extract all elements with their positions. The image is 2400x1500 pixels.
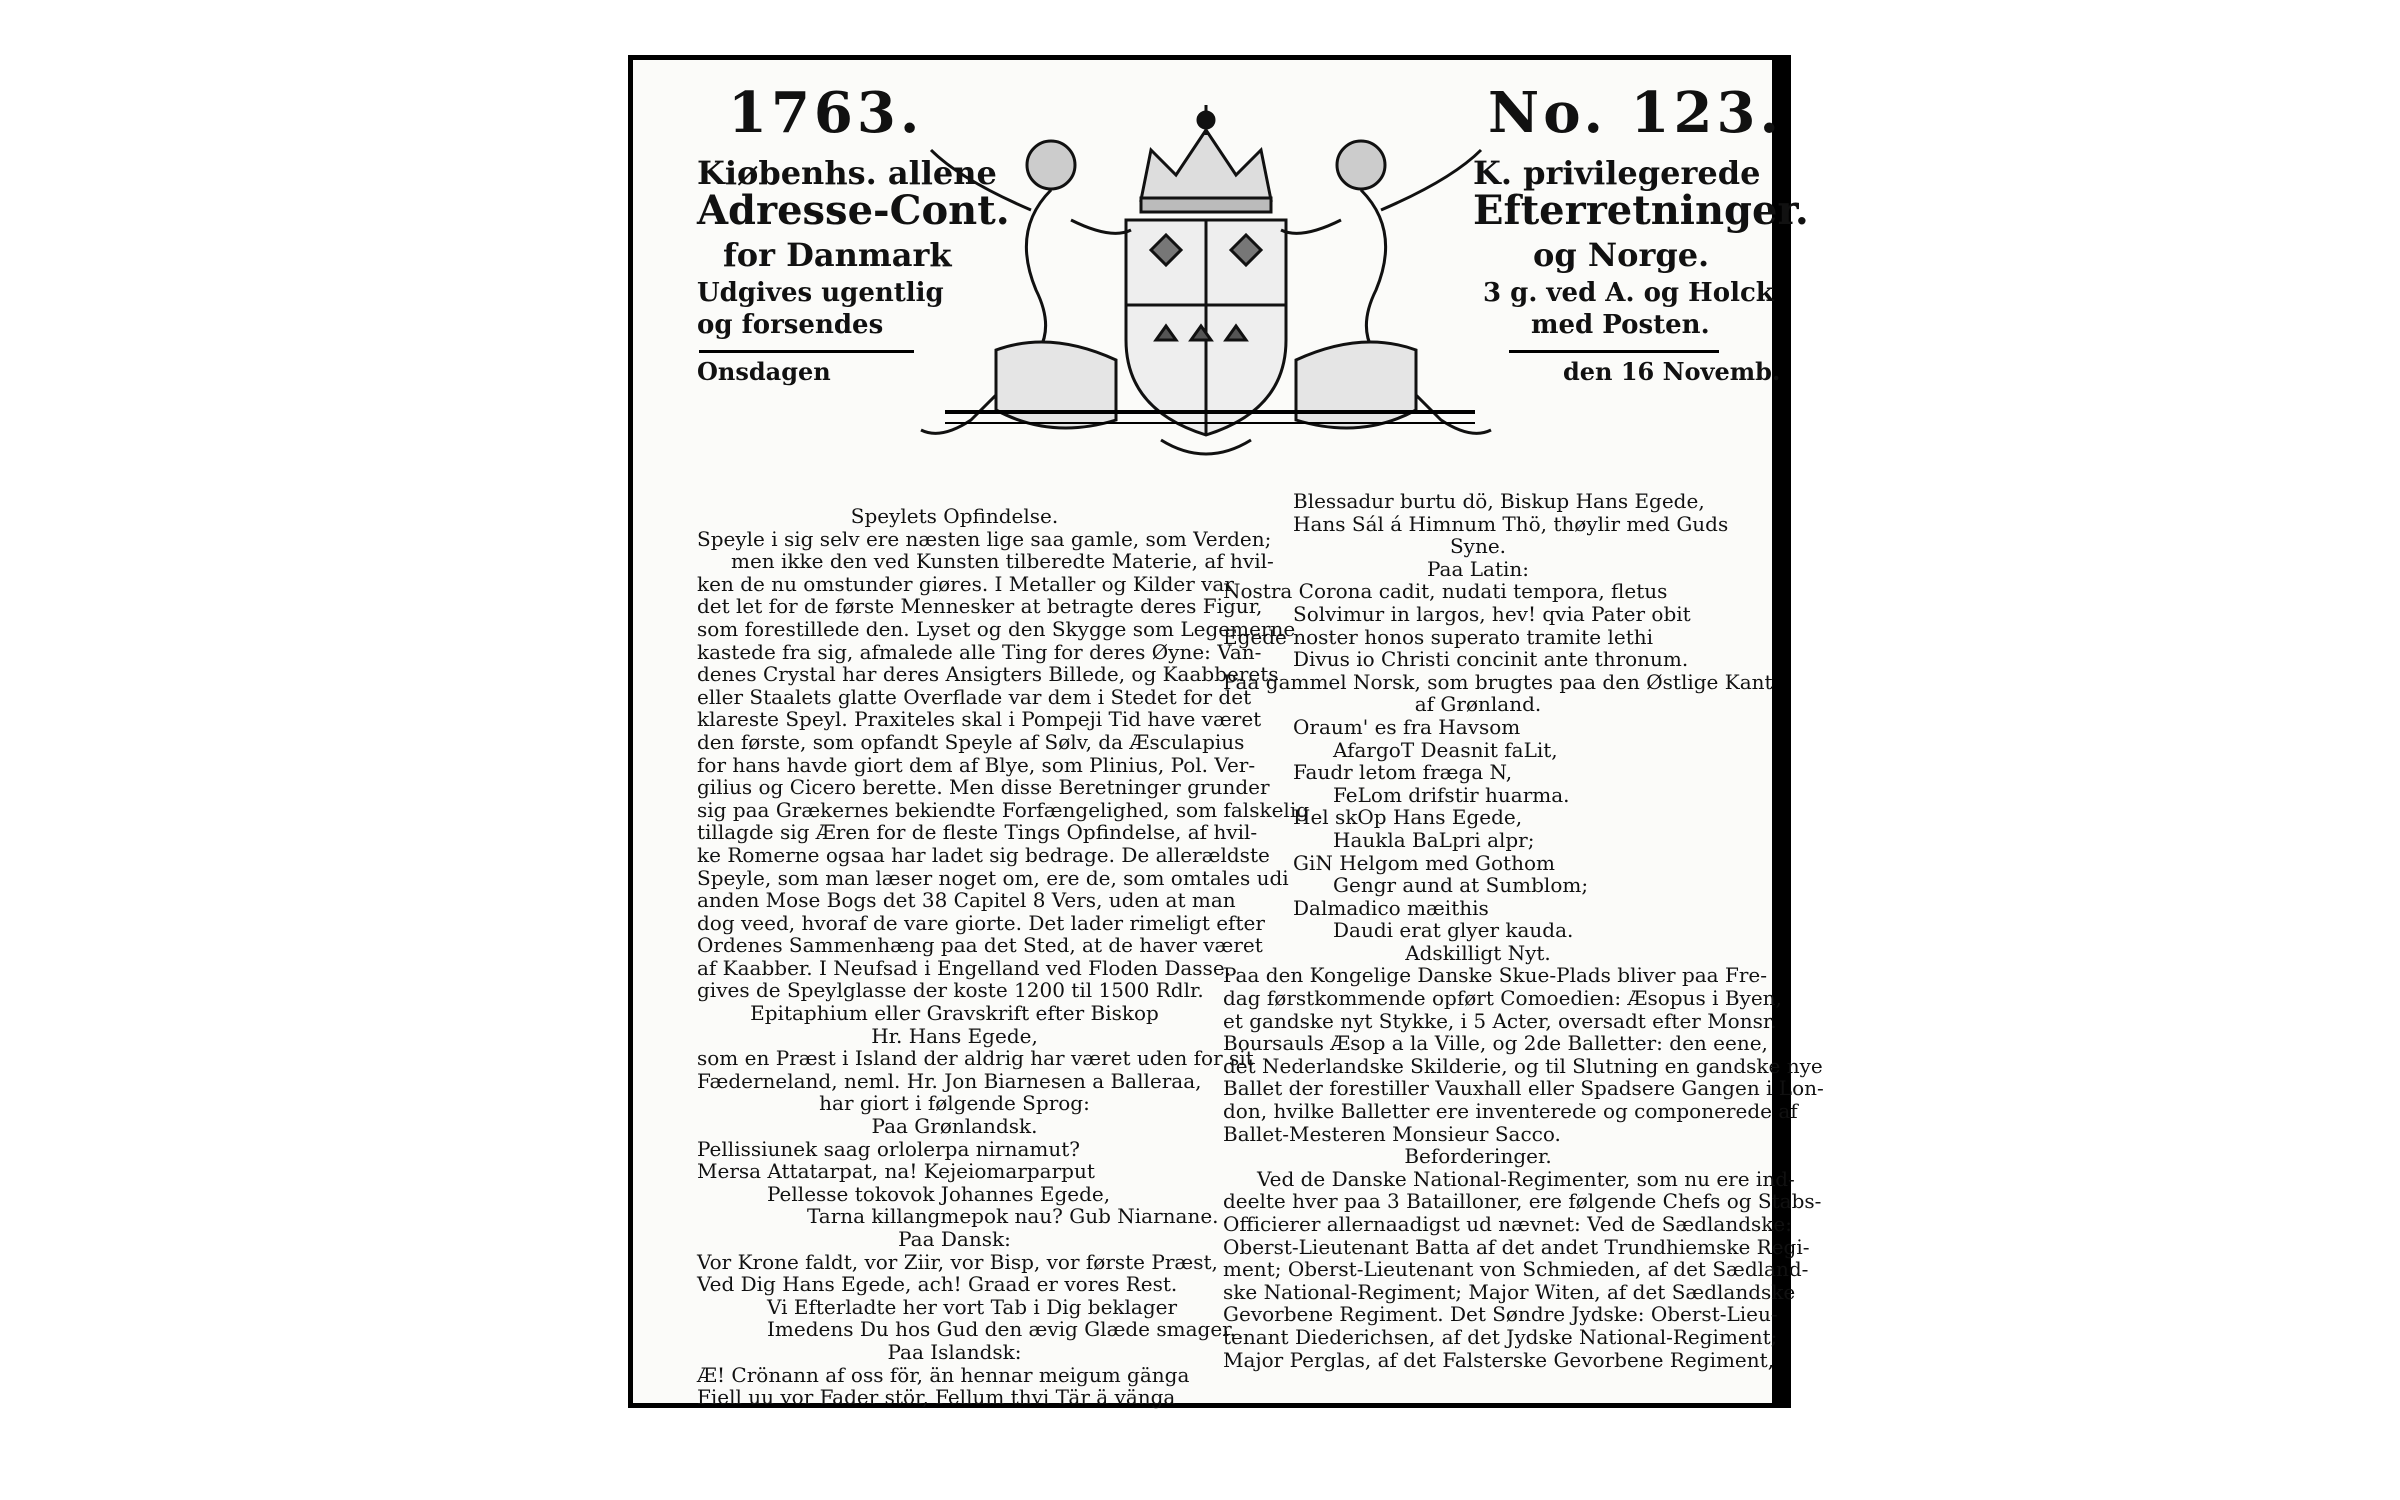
text-line: Faudr letom fræga N, xyxy=(1293,760,1513,785)
text-line: Mersa Attatarpat, na! Kejeiomarparput xyxy=(697,1159,1095,1184)
text-line: Egede noster honos superato tramite lethi xyxy=(1223,624,1654,649)
text-line: Ved de Danske National-Regimenter, som nu ere ind- xyxy=(1257,1166,1795,1191)
text-line: Vor Krone faldt, vor Ziir, vor Bisp, vor første Præst, xyxy=(697,1249,1218,1274)
text-line: af Kaabber. I Neufsad i Engelland ved Floden Dasse, xyxy=(697,955,1232,980)
text-line: Hr. Hans Egede, xyxy=(871,1023,1038,1048)
text-line: som en Præst i Island der aldrig har været uden for sit xyxy=(697,1046,1254,1071)
text-line: Imedens Du hos Gud den ævig Glæde smager. xyxy=(767,1317,1236,1342)
text-line: Syne. xyxy=(1449,534,1507,559)
text-line: eller Staalets glatte Overflade var dem i Stedet for det xyxy=(697,684,1252,709)
text-line: Paa Latin: xyxy=(1426,556,1530,581)
text-line: Ordenes Sammenhæng paa det Sted, at de haver været xyxy=(697,933,1263,958)
date-rule-left xyxy=(699,350,914,353)
text-line: klareste Speyl. Praxiteles skal i Pompeji Tid have været xyxy=(697,707,1262,732)
text-line: Fæderneland, neml. Hr. Jon Biarnesen a Balleraa, xyxy=(697,1068,1202,1093)
text-line: Ballet der forestiller Vauxhall eller Spadsere Gangen i Lon- xyxy=(1223,1076,1824,1101)
text-line: tillagde sig Æren for de fleste Tings Opfindelse, af hvil- xyxy=(697,820,1258,845)
text-line: Oberst-Lieutenant Batta af det andet Trundhiemske Regi- xyxy=(1223,1234,1810,1259)
text-line: Nostra Corona cadit, nudati tempora, fletus xyxy=(1223,579,1668,604)
text-line: Paa den Kongelige Danske Skue-Plads bliver paa Fre- xyxy=(1223,963,1767,988)
text-line: af Grønland. xyxy=(1414,692,1542,717)
text-line: Blessadur burtu dö, Biskup Hans Egede, xyxy=(1293,489,1705,513)
text-line: ment; Oberst-Lieutenant von Schmieden, af det Sædland- xyxy=(1223,1257,1809,1282)
text-line: Ballet-Mesteren Monsieur Sacco. xyxy=(1223,1121,1561,1146)
text-line: Paa Dansk: xyxy=(898,1227,1011,1251)
text-line: den første, som opfandt Speyle af Sølv, da Æsculapius xyxy=(697,729,1245,754)
text-line: som forestillede den. Lyset og den Skygge som Legemerne xyxy=(697,616,1296,641)
masthead-left-1: Kiøbenhs. allene xyxy=(697,154,997,192)
text-line: Daudi erat glyer kauda. xyxy=(1333,918,1574,943)
masthead-right-2: Efterretninger. xyxy=(1473,187,1809,234)
text-line: gives de Speylglasse der koste 1200 til 1500 Rdlr. xyxy=(697,978,1204,1003)
text-line: don, hvilke Balletter ere inventerede og componerede af xyxy=(1223,1099,1798,1124)
text-line: Beforderinger. xyxy=(1404,1144,1552,1169)
text-line: men ikke den ved Kunsten tilberedte Materie, af hvil- xyxy=(731,549,1274,574)
text-line: det Nederlandske Skilderie, og til Slutning en gandske nye xyxy=(1223,1053,1823,1078)
text-line: tenant Diederichsen, af det Jydske National-Regiment; xyxy=(1223,1324,1778,1349)
text-line: dog veed, hvoraf de vare giorte. Det lader rimeligt efter xyxy=(697,910,1265,935)
text-line: Paa Grønlandsk. xyxy=(871,1114,1038,1139)
text-line: FeLom drifstir huarma. xyxy=(1333,782,1570,807)
text-line: Hel skOp Hans Egede, xyxy=(1293,805,1523,830)
text-line: gilius og Cicero berette. Men disse Beretninger grunder xyxy=(697,775,1270,800)
text-line: Gevorbene Regiment. Det Søndre Jydske: Oberst-Lieu- xyxy=(1223,1302,1778,1327)
text-line: det let for de første Mennesker at betragte deres Figur, xyxy=(697,594,1263,619)
text-line: Ved Dig Hans Egede, ach! Graad er vores Rest. xyxy=(697,1272,1178,1297)
text-line: Gengr aund at Sumblom; xyxy=(1333,873,1589,898)
year: 1763. xyxy=(728,80,924,146)
text-line: Speyle, som man læser noget om, ere de, som omtales udi xyxy=(697,865,1289,890)
masthead-left-2: Adresse-Cont. xyxy=(697,187,1010,234)
text-line: Dalmadico mæithis xyxy=(1293,895,1489,920)
text-line: Fiell uu vor Fader stör, Fellum thvi Tär ä vänga xyxy=(697,1385,1176,1410)
masthead-rule-2 xyxy=(945,422,1475,424)
text-line: ske National-Regiment; Major Witen, af det Sædlandske xyxy=(1223,1279,1796,1304)
text-line: Pellesse tokovok Johannes Egede, xyxy=(767,1181,1111,1206)
text-line: denes Crystal har deres Ansigters Billede, og Kaabberets xyxy=(697,662,1279,687)
text-line: Tarna killangmepok nau? Gub Niarnane. xyxy=(807,1204,1219,1229)
text-line: Divus io Christi concinit ante thronum. xyxy=(1293,647,1689,672)
text-line: Haukla BaLpri alpr; xyxy=(1333,827,1535,852)
weekday: Onsdagen xyxy=(697,357,831,386)
masthead-right-4: 3 g. ved A. og Holck xyxy=(1483,278,1774,308)
right-column xyxy=(1223,489,1824,1372)
text-line: Major Perglas, af det Falsterske Gevorbene Regiment, xyxy=(1223,1347,1775,1372)
left-column xyxy=(697,504,1310,1410)
newspaper-page xyxy=(628,55,1824,1410)
text-line: Officierer allernaadigst ud nævnet: Ved de Sædlandske: xyxy=(1223,1212,1792,1236)
masthead-left-4: Udgives ugentlig xyxy=(697,278,944,308)
text-line: GiN Helgom med Gothom xyxy=(1293,850,1555,875)
text-line: Paa Islandsk: xyxy=(887,1339,1022,1364)
text-line: Paa gammel Norsk, som brugtes paa den Østlige Kant xyxy=(1223,669,1773,694)
text-line: ken de nu omstunder giøres. I Metaller og Kilder var xyxy=(697,571,1234,596)
masthead-left-5: og forsendes xyxy=(697,310,884,340)
text-line: Vi Efterladte her vort Tab i Dig beklager xyxy=(767,1294,1178,1319)
text-line: Boursauls Æsop a la Ville, og 2de Balletter: den eene, xyxy=(1223,1031,1768,1056)
text-line: kastede fra sig, afmalede alle Ting for deres Øyne: Van- xyxy=(697,639,1262,664)
text-line: Pellissiunek saag orlolerpa nirnamut? xyxy=(697,1136,1081,1161)
masthead-left-3: for Danmark xyxy=(723,236,952,274)
text-line: Speylets Opfindelse. xyxy=(850,504,1059,528)
text-line: Æ! Crönann af oss för, än hennar meigum gänga xyxy=(697,1362,1190,1387)
text-line: ke Romerne ogsaa har ladet sig bedrage. De allerældste xyxy=(697,842,1270,867)
text-line: for hans havde giort dem af Blye, som Plinius, Pol. Ver- xyxy=(697,752,1256,777)
masthead-right-3: og Norge. xyxy=(1533,236,1710,274)
text-line: deelte hver paa 3 Batailloner, ere følgende Chefs og Stabs- xyxy=(1223,1189,1822,1214)
issue-date: den 16 Novemb. xyxy=(1563,357,1781,386)
text-line: AfargoT Deasnit faLit, xyxy=(1333,737,1558,762)
text-line: Oraum' es fra Havsom xyxy=(1293,714,1521,739)
text-line: et gandske nyt Stykke, i 5 Acter, oversadt efter Monsr. xyxy=(1223,1008,1777,1033)
text-line: Epitaphium eller Gravskrift efter Biskop xyxy=(750,1001,1159,1026)
text-line: anden Mose Bogs det 38 Capitel 8 Vers, uden at man xyxy=(697,888,1236,913)
masthead-right-1: K. privilegerede xyxy=(1473,154,1761,192)
text-line: sig paa Grækernes bekiendte Forfængelighed, som falskelig xyxy=(697,797,1310,822)
issue-number: No. 123. xyxy=(1488,80,1783,146)
masthead-rule-1 xyxy=(945,410,1475,414)
text-line: Adskilligt Nyt. xyxy=(1405,940,1551,965)
text-line: Hans Sál á Himnum Thö, thøylir med Guds xyxy=(1293,511,1729,536)
text-line: Solvimur in largos, hev! qvia Pater obit xyxy=(1293,601,1691,626)
date-rule-right xyxy=(1509,350,1719,353)
masthead-right-5: med Posten. xyxy=(1531,310,1710,340)
text-line: Speyle i sig selv ere næsten lige saa gamle, som Verden; xyxy=(697,526,1272,551)
text-line: har giort i følgende Sprog: xyxy=(819,1091,1090,1116)
text-line: dag førstkommende opført Comoedien: Æsopus i Byen, xyxy=(1223,986,1782,1011)
